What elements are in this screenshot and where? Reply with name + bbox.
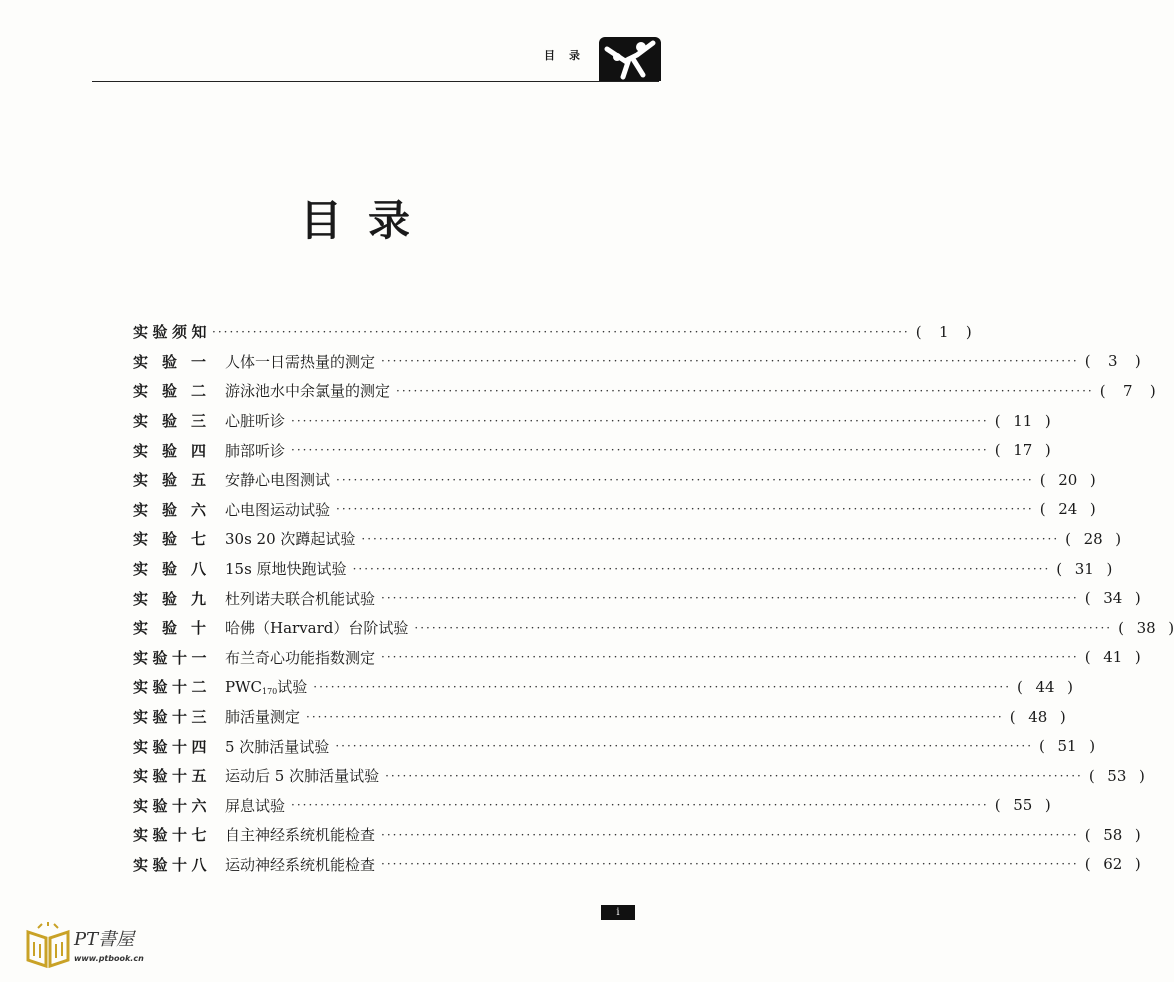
- toc-entry-label: 实验六: [133, 500, 206, 519]
- toc-entry-title: 自主神经系统机能检查: [225, 826, 376, 845]
- toc-entry-title: 安静心电图测试: [225, 471, 331, 490]
- toc-entry-label: 实验十六: [133, 796, 206, 815]
- toc-entry-title: 30s 20 次蹲起试验: [225, 530, 356, 549]
- toc-entry-label: 实验十八: [133, 855, 206, 874]
- toc-entry-title: 15s 原地快跑试验: [225, 560, 347, 579]
- toc-entry-label: 实验七: [133, 530, 206, 549]
- toc-entry-title: 运动神经系统机能检查: [225, 855, 376, 874]
- toc-entry: [133, 495, 1096, 525]
- toc-entry-page: ( 31 ): [1056, 559, 1113, 578]
- toc-entry-title: 肺部听诊: [225, 441, 286, 460]
- toc-entry-page: ( 48 ): [1009, 707, 1066, 726]
- toc-entry: [133, 435, 1051, 465]
- toc-entry-label: 实验一: [133, 352, 206, 371]
- toc-entry-page: ( 3 ): [1084, 352, 1141, 371]
- toc-entry-title: $PWC_{170}$试验: [225, 678, 308, 697]
- toc-leader-dots: ························································································································: [414, 620, 1113, 635]
- toc-entry-page: ( 17 ): [994, 441, 1051, 460]
- toc-leader-dots: ························································································································: [291, 443, 989, 458]
- toc-entry-label: 实验十五: [133, 767, 206, 786]
- toc-entry: [133, 406, 1051, 436]
- toc-entry-title: 杜列诺夫联合机能试验: [225, 589, 376, 608]
- toc-entry-label: 实验九: [133, 589, 206, 608]
- toc-entry-label: 实验须知: [133, 323, 206, 342]
- toc-leader-dots: ························································································································: [381, 650, 1079, 665]
- toc-leader-dots: ························································································································: [381, 857, 1079, 872]
- toc-entry-title: 心脏听诊: [225, 412, 286, 431]
- toc-entry-page: ( 7 ): [1099, 381, 1156, 400]
- toc-entry-label: 实验十七: [133, 826, 206, 845]
- toc-entry-page: ( 51 ): [1039, 737, 1096, 756]
- running-figure-logo: [599, 37, 661, 81]
- toc-entry: [133, 643, 1141, 673]
- toc-leader-dots: ························································································································: [306, 709, 1004, 724]
- toc-entry-label: 实验十四: [133, 737, 206, 756]
- toc-entry: [133, 554, 1113, 584]
- toc-entry: [133, 465, 1096, 495]
- toc-entry-title: 游泳池水中余氯量的测定: [225, 382, 391, 401]
- toc-entry: [133, 702, 1066, 732]
- toc-entry-label: 实验二: [133, 382, 206, 401]
- toc-entry-label: 实验十二: [133, 678, 206, 697]
- toc-entry-label: 实验三: [133, 412, 206, 431]
- toc-leader-dots: ························································································································: [381, 591, 1079, 606]
- toc-leader-dots: ························································································································: [212, 324, 910, 339]
- toc-entry: [133, 317, 972, 347]
- toc-entry-page: ( 38 ): [1118, 618, 1174, 637]
- toc-entry: [133, 524, 1122, 554]
- book-logo-icon: [24, 922, 72, 968]
- toc-entry-subscript: 170: [262, 687, 278, 697]
- toc-entry-title: 肺活量测定: [225, 708, 301, 727]
- toc-entry-page: ( 20 ): [1039, 470, 1096, 489]
- toc-entry: [133, 791, 1051, 821]
- running-figure-icon: [599, 37, 661, 81]
- toc-entry-page: ( 44 ): [1017, 677, 1074, 696]
- page-title: 目录: [299, 196, 436, 245]
- toc-leader-dots: ························································································································: [336, 472, 1034, 487]
- toc-entry-title: 运动后 5 次肺活量试验: [225, 767, 380, 786]
- toc-leader-dots: ························································································································: [361, 531, 1060, 546]
- toc-leader-dots: ························································································································: [291, 413, 989, 428]
- toc-leader-dots: ························································································································: [313, 679, 1012, 694]
- toc-leader-dots: ························································································································: [352, 561, 1051, 576]
- toc-entry-label: 实验十三: [133, 708, 206, 727]
- toc-entry-label: 实验四: [133, 441, 206, 460]
- toc-entry-label: 实验五: [133, 471, 206, 490]
- toc-entry: [133, 731, 1096, 761]
- toc-leader-dots: ························································································································: [385, 768, 1083, 783]
- toc-entry-page: ( 34 ): [1084, 589, 1141, 608]
- toc-entry: [133, 613, 1174, 643]
- toc-entry: [133, 850, 1141, 880]
- toc-entry-page: ( 62 ): [1084, 855, 1141, 874]
- toc-entry-title: 布兰奇心功能指数测定: [225, 648, 376, 667]
- toc-entry-page: ( 41 ): [1084, 648, 1141, 667]
- toc-entry-label: 实验十: [133, 619, 206, 638]
- toc-entry-page: ( 58 ): [1084, 825, 1141, 844]
- toc-entry: [133, 761, 1145, 791]
- toc-leader-dots: ························································································································: [396, 383, 1094, 398]
- toc-entry: [133, 820, 1141, 850]
- toc-entry-page: ( 1 ): [915, 322, 972, 341]
- toc-entry: [133, 347, 1141, 377]
- toc-entry-title: 哈佛（Harvard）台阶试验: [225, 619, 409, 638]
- toc-entry-title: 心电图运动试验: [225, 500, 331, 519]
- toc-entry: [133, 376, 1156, 406]
- toc-leader-dots: ························································································································: [381, 827, 1079, 842]
- toc-entry-page: ( 28 ): [1065, 529, 1122, 548]
- toc-leader-dots: ························································································································: [381, 354, 1079, 369]
- toc-entry-page: ( 11 ): [994, 411, 1051, 430]
- watermark-text: PT書屋: [74, 929, 135, 950]
- toc-entry: [133, 583, 1141, 613]
- page-number: i: [601, 905, 635, 920]
- toc-leader-dots: ························································································································: [291, 798, 989, 813]
- toc-entry-page: ( 55 ): [994, 796, 1051, 815]
- toc-leader-dots: ························································································································: [335, 739, 1034, 754]
- toc-entry-label: 实验十一: [133, 648, 206, 667]
- toc-entry-page: ( 24 ): [1039, 500, 1096, 519]
- watermark-url: www.ptbook.cn: [74, 954, 144, 963]
- toc-entry-title: 5 次肺活量试验: [225, 737, 330, 756]
- running-header-label: 目录: [544, 49, 594, 62]
- table-of-contents: [133, 317, 1174, 879]
- toc-leader-dots: ························································································································: [336, 502, 1034, 517]
- toc-entry: [133, 672, 1074, 702]
- toc-entry-label: 实验八: [133, 560, 206, 579]
- toc-entry-page: ( 53 ): [1088, 766, 1145, 785]
- toc-entry-title: 人体一日需热量的测定: [225, 352, 376, 371]
- toc-entry-title: 屏息试验: [225, 796, 286, 815]
- header-rule: [92, 81, 659, 82]
